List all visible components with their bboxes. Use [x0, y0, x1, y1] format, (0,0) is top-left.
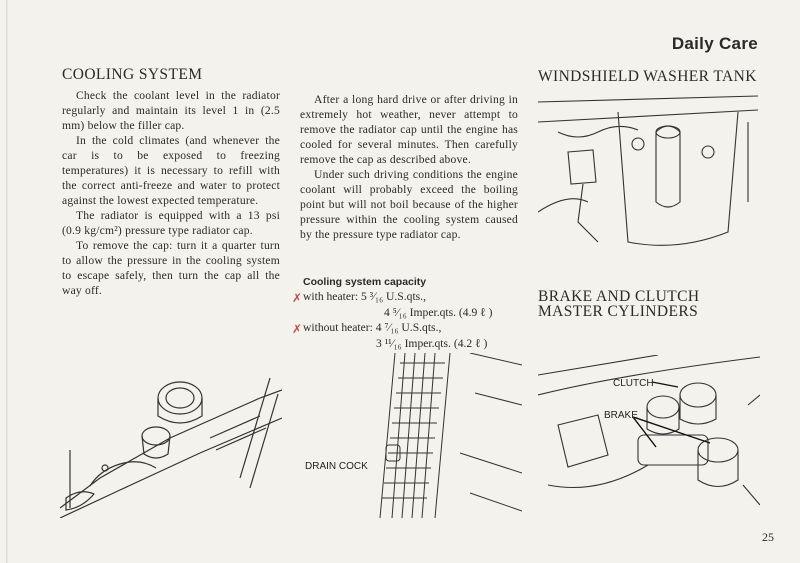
capacity-without-heater-us: without heater: 4 ⁷⁄₁₆ U.S.qts.,: [303, 321, 442, 334]
capacity-without-heater-imp: 3 ¹¹⁄₁₆ Imper.qts. (4.2 ℓ ): [376, 337, 488, 350]
page-fold: [6, 0, 8, 563]
cooling-paragraph: The radiator is equipped with a 13 psi (0.9 kg/cm²) pressure type radiator cap.: [62, 209, 280, 237]
capacity-title: Cooling system capacity: [303, 276, 427, 288]
clutch-label: CLUTCH: [613, 378, 654, 389]
check-mark-icon: ✗: [292, 322, 303, 336]
section-title: Daily Care: [671, 34, 758, 53]
brake-clutch-heading-line2: MASTER CYLINDERS: [538, 303, 699, 320]
drain-cock-label: DRAIN COCK: [305, 461, 368, 472]
radiator-cap-illustration: [60, 358, 282, 518]
cooling-paragraph: Check the coolant level in the radiator regularly and maintain its level 1 in (2.5 mm) below the filler cap.: [62, 89, 280, 132]
cooling-paragraph: In the cold climates (and whenever the car is to be exposed to freezing temperatures) it is necessary to refill with the correct anti-freeze and water to protect against the lowest expected temperature.: [62, 134, 280, 207]
cooling-system-heading: COOLING SYSTEM: [62, 66, 203, 83]
brake-label: BRAKE: [604, 410, 638, 421]
brake-clutch-heading-line1: BRAKE AND CLUTCH: [538, 288, 700, 305]
washer-tank-illustration: [538, 92, 758, 252]
washer-tank-heading: WINDSHIELD WASHER TANK: [538, 68, 757, 85]
cooling-paragraph: After a long hard drive or after driving in extremely hot weather, never attempt to remove the radiator cap until the engine has cooled for several minutes. Then carefully remove the cap as described above.: [300, 93, 518, 166]
check-mark-icon: ✗: [292, 291, 303, 305]
cooling-text-col1: [62, 88, 280, 298]
page-number: 25: [762, 530, 774, 544]
cooling-text-col2: [300, 92, 518, 242]
cooling-paragraph: To remove the cap: turn it a quarter turn to allow the pressure in the cooling system to escape safely, then turn the cap all the way off.: [62, 239, 280, 297]
drain-cock-illustration: [300, 353, 522, 518]
capacity-with-heater-us: with heater: 5 ³⁄₁₆ U.S.qts.,: [303, 290, 426, 303]
cooling-paragraph: Under such driving conditions the engine coolant will probably exceed the boiling point but will not boil because of the higher pressure within the cooling system caused by the pressure type radiator cap.: [300, 168, 518, 241]
capacity-with-heater-imp: 4 ⁵⁄₁₆ Imper.qts. (4.9 ℓ ): [384, 306, 493, 319]
